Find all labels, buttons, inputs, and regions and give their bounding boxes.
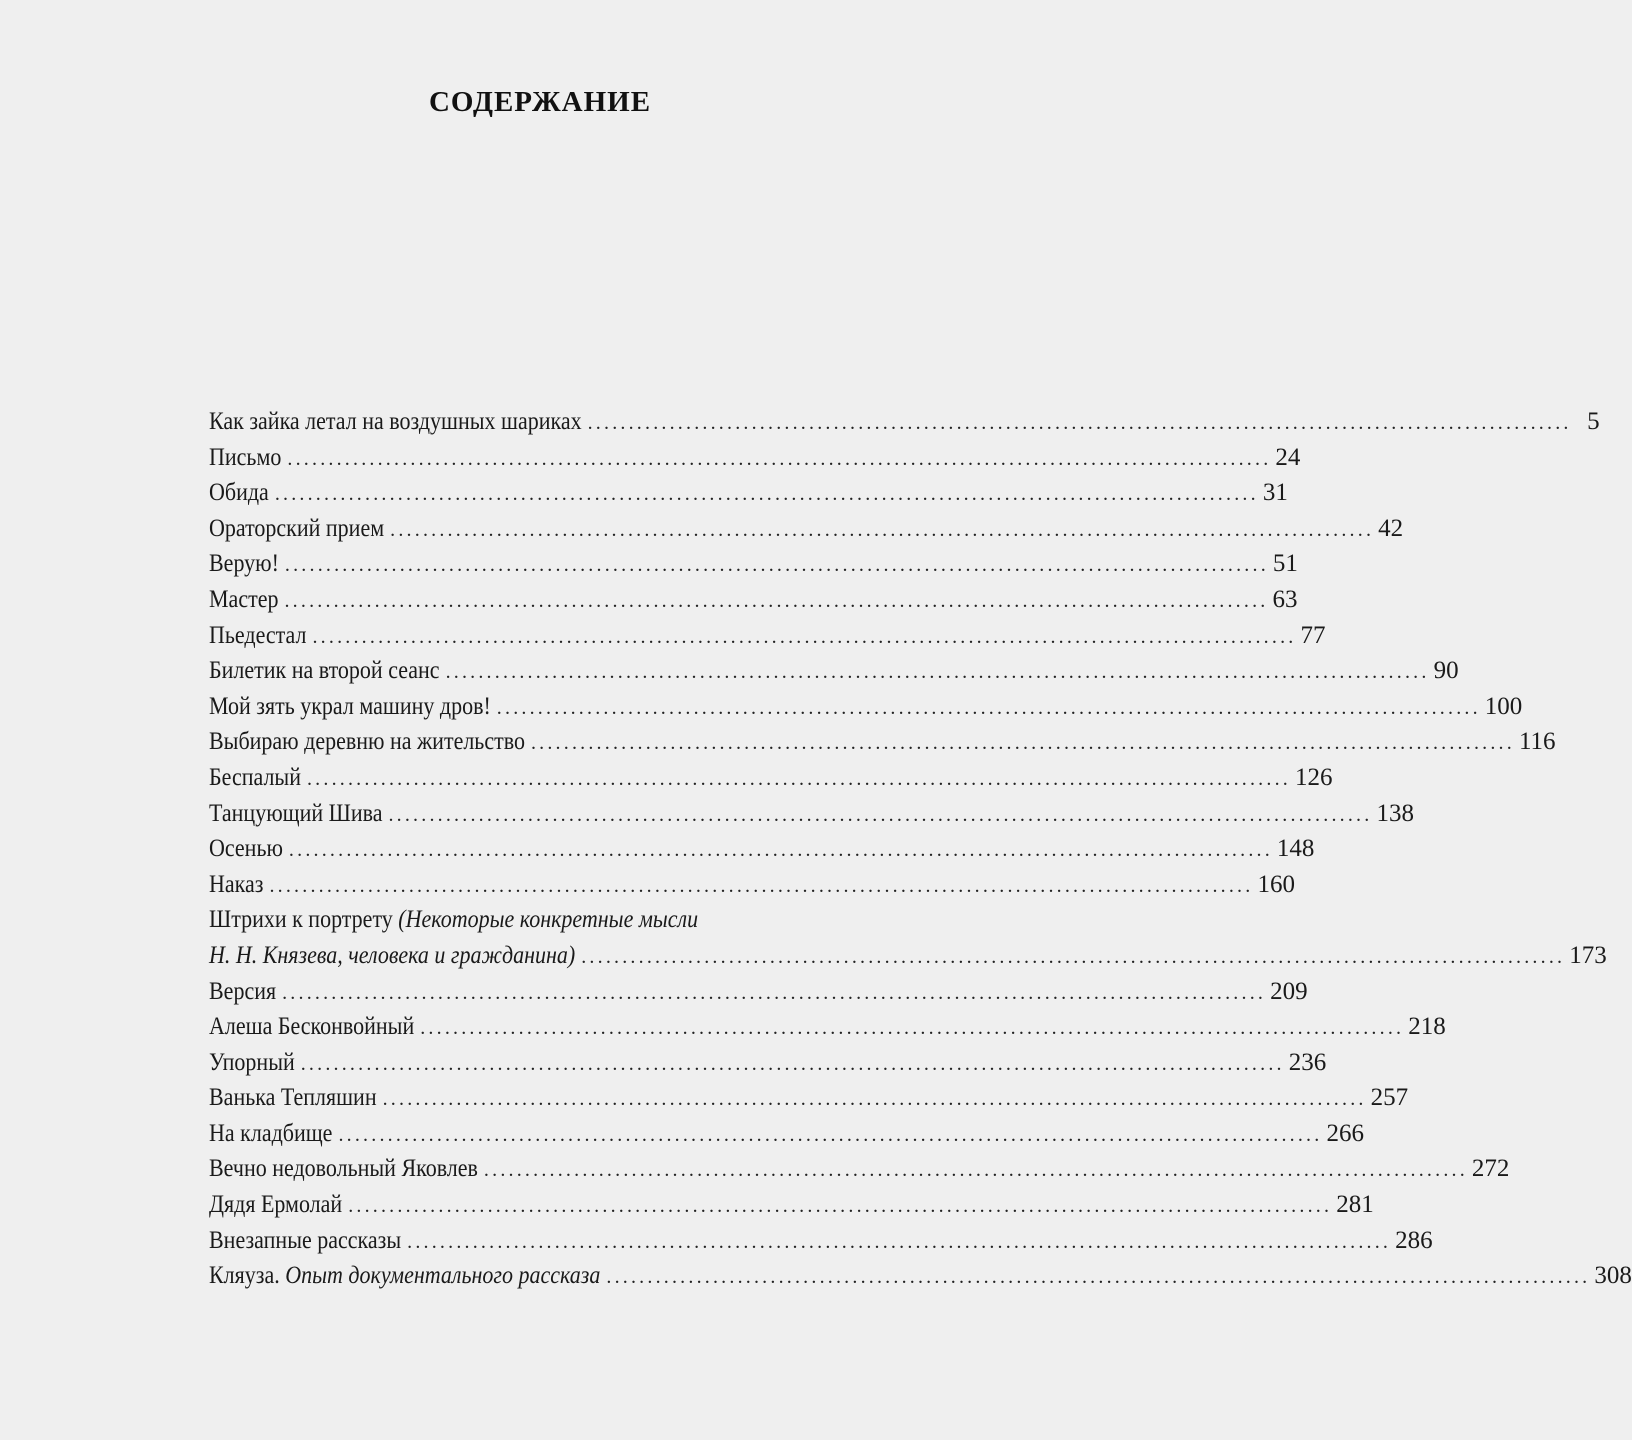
toc-entry-page: 286 [1395, 1226, 1433, 1254]
toc-entry[interactable] [209, 974, 1308, 1010]
leader-dots: ........................................................................................................................ [407, 1230, 1392, 1253]
leader-dots: ........................................................................................................................ [288, 839, 1273, 862]
toc-entry[interactable] [209, 760, 1333, 796]
toc-entry-title: Письмо [209, 443, 282, 471]
toc-entry-page: 63 [1272, 585, 1298, 613]
toc-entry-title: Внезапные рассказы [209, 1226, 402, 1254]
leader-dots: ........................................................................................................................ [483, 1159, 1468, 1182]
toc-entry-title: Ораторский прием [209, 514, 385, 542]
leader-dots: ........................................................................................................................ [420, 1017, 1405, 1040]
toc-entry-title: Мой зять украл машину дров! [209, 692, 491, 720]
leader-dots: ........................................................................................................................ [606, 1266, 1591, 1289]
toc-entry-title: Версия [209, 977, 277, 1005]
toc-entry[interactable] [209, 440, 1301, 476]
toc-entry-page: 42 [1378, 514, 1404, 542]
leader-dots: ........................................................................................................................ [284, 554, 1269, 577]
leader-dots: ........................................................................................................................ [306, 767, 1291, 790]
toc-entry-subtitle: Опыт документального рассказа [285, 1262, 601, 1290]
leader-dots: ........................................................................................................................ [390, 518, 1375, 541]
leader-dots: ........................................................................................................................ [282, 981, 1267, 1004]
toc-entry-last[interactable] [209, 1258, 1632, 1294]
toc-entry-title: Выбираю деревню на жительство [209, 728, 525, 756]
toc-entry[interactable] [209, 511, 1404, 547]
toc-entry-title: Вечно недовольный Яковлев [209, 1155, 478, 1183]
toc-entry-title: Танцующий Шива [209, 799, 383, 827]
toc-entry-page: 126 [1294, 763, 1333, 791]
toc-entry[interactable] [209, 1116, 1364, 1152]
leader-dots: ........................................................................................................................ [382, 1088, 1367, 1111]
leader-dots: ........................................................................................................................ [496, 696, 1481, 719]
toc-entry-page: 272 [1471, 1155, 1510, 1183]
toc-entry[interactable] [209, 1080, 1409, 1116]
toc-entry-page: 173 [1569, 941, 1607, 969]
toc-entry-page: 236 [1288, 1048, 1327, 1076]
toc-entry-title: Обида [209, 479, 269, 507]
toc-entry-page: 5 [1587, 408, 1600, 435]
toc-entry-page: 24 [1275, 443, 1301, 471]
toc-entry-page: 218 [1408, 1013, 1446, 1041]
leader-dots: ........................................................................................................................ [338, 1123, 1323, 1146]
leader-dots: ........................................................................................................................ [587, 412, 1572, 434]
toc-entry-title: Кляуза. [209, 1262, 280, 1290]
leader-dots: ........................................................................................................................ [269, 874, 1254, 897]
toc-entry-title: Беспалый [209, 763, 301, 791]
toc-entry[interactable] [209, 831, 1315, 867]
leader-dots: ........................................................................................................................ [445, 661, 1430, 684]
toc-entry-long-line2[interactable] [209, 938, 1607, 974]
toc-entry-title: Как зайка летал на воздушных шариках [209, 408, 582, 435]
toc-entry-title: Дядя Ермолай [209, 1191, 343, 1219]
toc-entry[interactable] [209, 653, 1459, 689]
toc-entry[interactable] [209, 867, 1295, 903]
toc-entry-page: 257 [1370, 1084, 1409, 1112]
toc-entry-page: 31 [1262, 479, 1288, 507]
toc-entry-title: Пьедестал [209, 621, 307, 649]
toc-entry-title: Штрихи к портрету [209, 906, 393, 934]
toc-entry[interactable] [209, 404, 1600, 440]
toc-entry[interactable] [209, 1045, 1327, 1081]
toc-entry-title: Мастер [209, 585, 279, 613]
toc-entry[interactable] [209, 724, 1556, 760]
toc-entry-page: 281 [1336, 1191, 1374, 1219]
toc-entry[interactable] [209, 1151, 1510, 1187]
toc-entry-page: 100 [1484, 692, 1523, 720]
toc-entry-page: 266 [1326, 1119, 1364, 1147]
toc-entry[interactable] [209, 796, 1414, 832]
toc-entry-long-line1[interactable] [209, 902, 889, 938]
toc-entry-page: 116 [1518, 728, 1556, 756]
toc-entry-title: Билетик на второй сеанс [209, 657, 440, 685]
toc-entry-title: Ванька Тепляшин [209, 1084, 377, 1112]
toc-entry[interactable] [209, 546, 1298, 582]
toc-entry-page: 160 [1257, 870, 1295, 898]
toc-entry-page: 77 [1300, 621, 1326, 649]
leader-dots: ........................................................................................................................ [388, 803, 1373, 826]
table-of-contents [209, 404, 1632, 1294]
leader-dots: ........................................................................................................................ [581, 945, 1566, 968]
toc-entry-page: 148 [1276, 835, 1315, 863]
toc-entry-title: На кладбище [209, 1119, 333, 1147]
toc-entry-title: Упорный [209, 1048, 295, 1076]
toc-entry[interactable] [209, 475, 1288, 511]
leader-dots: ........................................................................................................................ [287, 447, 1272, 470]
toc-entry-subtitle: Н. Н. Князева, человека и гражданина) [209, 941, 576, 969]
toc-entry[interactable] [209, 582, 1298, 618]
page-title: СОДЕРЖАНИЕ [428, 86, 652, 118]
leader-dots: ........................................................................................................................ [312, 625, 1297, 648]
leader-dots: ........................................................................................................................ [274, 483, 1259, 506]
toc-entry-title: Алеша Бесконвойный [209, 1013, 415, 1041]
toc-entry[interactable] [209, 618, 1326, 654]
leader-dots: ........................................................................................................................ [348, 1195, 1333, 1218]
toc-entry[interactable] [209, 689, 1523, 725]
toc-entry-subtitle: (Некоторые конкретные мысли [398, 906, 699, 934]
leader-dots: ........................................................................................................................ [300, 1052, 1285, 1075]
leader-dots: ........................................................................................................................ [530, 732, 1515, 755]
toc-entry-page: 51 [1272, 550, 1298, 578]
leader-dots: ........................................................................................................................ [284, 589, 1269, 612]
toc-entry[interactable] [209, 1009, 1446, 1045]
toc-entry-page: 308 [1594, 1262, 1632, 1290]
toc-entry[interactable] [209, 1187, 1374, 1223]
toc-entry-title: Осенью [209, 835, 283, 863]
toc-entry-page: 138 [1376, 799, 1414, 827]
toc-entry-title: Верую! [209, 550, 279, 578]
toc-entry[interactable] [209, 1223, 1433, 1259]
toc-entry-page: 209 [1270, 977, 1308, 1005]
toc-entry-title: Наказ [209, 870, 264, 898]
toc-entry-page: 90 [1433, 657, 1459, 685]
